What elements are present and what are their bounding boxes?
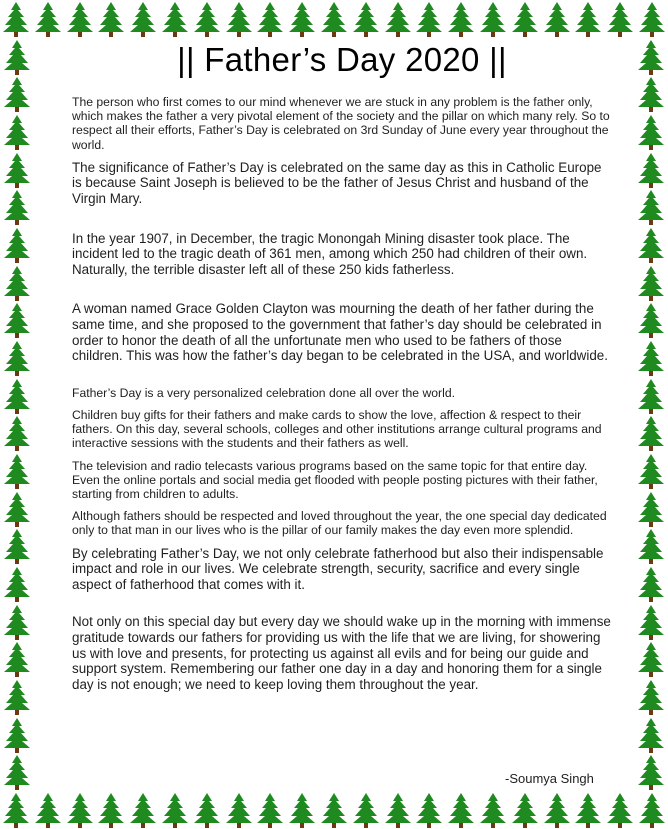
christmas-tree-icon [3,491,31,527]
paragraph: Father’s Day is a very personalized celebration done all over the world. [72,385,455,400]
christmas-tree-icon [637,604,665,640]
christmas-tree-icon [3,604,31,640]
christmas-tree-icon [3,39,31,75]
christmas-tree-icon [637,491,665,527]
christmas-tree-icon [97,792,125,828]
christmas-tree-icon [637,528,665,564]
christmas-tree-icon [97,1,125,37]
paragraph: The significance of Father’s Day is celebrated on the same day as this in Catholic Europe is because Saint Joseph is believed to be the father of Jesus Christ and husband of the Virgin Mary. [72,159,602,206]
christmas-tree-icon [511,1,539,37]
christmas-tree-icon [574,1,602,37]
christmas-tree-icon [352,1,380,37]
christmas-tree-icon [638,792,666,828]
christmas-tree-icon [479,792,507,828]
christmas-tree-icon [638,1,666,37]
christmas-tree-icon [637,302,665,338]
christmas-tree-icon [288,792,316,828]
christmas-tree-icon [161,1,189,37]
christmas-tree-icon [637,415,665,451]
christmas-tree-icon [543,792,571,828]
christmas-tree-icon [256,1,284,37]
christmas-tree-icon [3,189,31,225]
christmas-tree-icon [447,792,475,828]
paragraph: Children buy gifts for their fathers and make cards to show the love, affection & respect to their fathers. On this day, several schools, colleges and other institutions arrange cultural programs and interactive sessions with the students and their fathers as well. [72,407,602,451]
signature: -Soumya Singh [505,771,594,786]
christmas-tree-icon [637,227,665,263]
christmas-tree-icon [637,39,665,75]
paragraph: In the year 1907, in December, the tragic Monongah Mining disaster took place. The incident led to the tragic death of 361 men, among which 250 had children of their own. Naturally, the terrible disaster left all of these 250 kids fatherless. [72,230,588,277]
christmas-tree-icon [34,1,62,37]
christmas-tree-icon [320,1,348,37]
christmas-tree-icon [3,378,31,414]
paragraph: The television and radio telecasts various programs based on the same topic for that entire day. Even the online portals and social media get flooded with people posting pictures with their father, starting from children to adults. [72,458,598,501]
christmas-tree-icon [161,792,189,828]
christmas-tree-icon [574,792,602,828]
christmas-tree-icon [129,792,157,828]
christmas-tree-icon [2,1,30,37]
christmas-tree-icon [637,641,665,677]
christmas-tree-icon [2,792,30,828]
christmas-tree-icon [637,265,665,301]
christmas-tree-icon [352,792,380,828]
christmas-tree-icon [543,1,571,37]
christmas-tree-icon [637,189,665,225]
christmas-tree-icon [193,1,221,37]
christmas-tree-icon [3,76,31,112]
christmas-tree-icon [3,152,31,188]
christmas-tree-icon [384,1,412,37]
christmas-tree-icon [3,227,31,263]
christmas-tree-icon [637,114,665,150]
christmas-tree-icon [3,340,31,376]
document-body [72,40,612,692]
christmas-tree-icon [288,1,316,37]
paragraph: The person who first comes to our mind whenever we are stuck in any problem is the father only, which makes the father a very pivotal element of the society and the pillar on which many rely. So to respect all their efforts, Father’s Day is celebrated on 3rd Sunday of June every year throughout the world. [72,95,610,152]
christmas-tree-icon [637,340,665,376]
christmas-tree-icon [637,717,665,753]
paragraph: A woman named Grace Golden Clayton was mourning the death of her father during the same time, and she proposed to the government that father’s day should be celebrated in order to honor the death of all the unfortunate men who used to be fathers of those children. This was how the father’s day began to be celebrated in the USA, and worldwide. [72,301,608,364]
christmas-tree-icon [225,1,253,37]
christmas-tree-icon [225,792,253,828]
christmas-tree-icon [447,1,475,37]
christmas-tree-icon [3,415,31,451]
christmas-tree-icon [3,114,31,150]
christmas-tree-icon [479,1,507,37]
christmas-tree-icon [606,792,634,828]
christmas-tree-icon [66,1,94,37]
paragraph: Not only on this special day but every day we should wake up in the morning with immense gratitude towards our fathers for providing us with the life that we are living, for showering us with love and presents, for protecting us against all evils and for being our guide and support system. Remembering our father one day in a day and honoring them for a single day is not enough; we need to keep loving them throughout the year. [72,614,611,692]
christmas-tree-icon [3,754,31,790]
christmas-tree-icon [193,792,221,828]
christmas-tree-icon [3,528,31,564]
christmas-tree-icon [66,792,94,828]
christmas-tree-icon [3,717,31,753]
christmas-tree-icon [320,792,348,828]
paragraph: By celebrating Father’s Day, we not only celebrate fatherhood but also their indispensable impact and role in our lives. We celebrate strength, security, sacrifice and every single aspect of fatherhood that comes with it. [72,545,604,592]
christmas-tree-icon [3,679,31,715]
christmas-tree-icon [3,265,31,301]
christmas-tree-icon [34,792,62,828]
christmas-tree-icon [637,453,665,489]
christmas-tree-icon [129,1,157,37]
page-title: || Father’s Day 2020 || [177,41,507,78]
christmas-tree-icon [637,76,665,112]
christmas-tree-icon [3,566,31,602]
christmas-tree-icon [637,378,665,414]
christmas-tree-icon [384,792,412,828]
christmas-tree-icon [637,152,665,188]
christmas-tree-icon [415,1,443,37]
christmas-tree-icon [3,453,31,489]
christmas-tree-icon [3,641,31,677]
christmas-tree-icon [606,1,634,37]
christmas-tree-icon [256,792,284,828]
christmas-tree-icon [511,792,539,828]
christmas-tree-icon [3,302,31,338]
christmas-tree-icon [637,566,665,602]
paragraph: Although fathers should be respected and loved throughout the year, the one special day dedicated only to that man in our lives who is the pillar of our family makes the day even more splendid. [72,509,607,538]
christmas-tree-icon [637,754,665,790]
christmas-tree-icon [637,679,665,715]
christmas-tree-icon [415,792,443,828]
